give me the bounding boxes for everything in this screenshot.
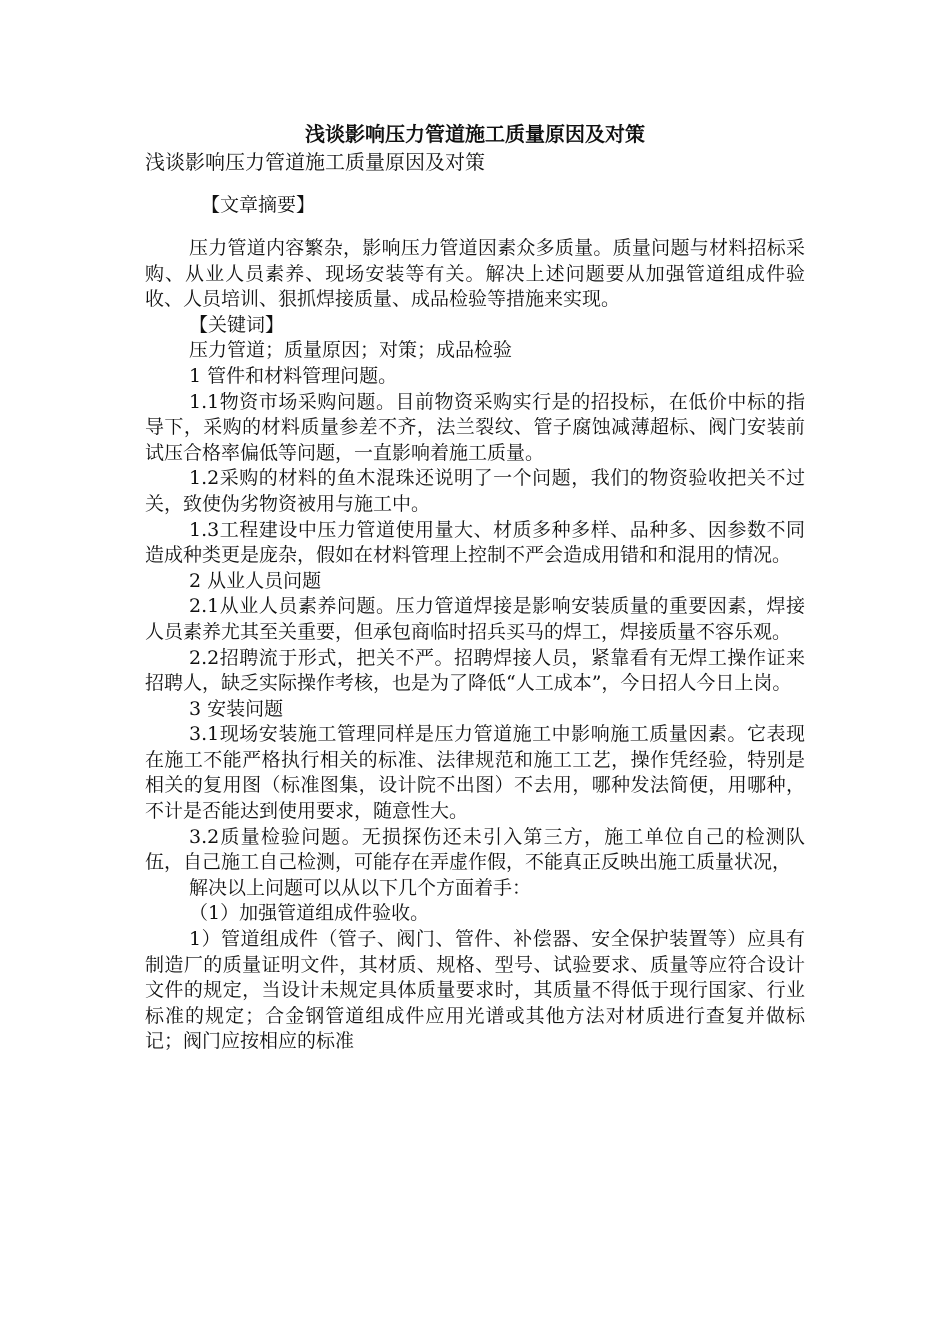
paragraph: 1.3工程建设中压力管道使用量大、材质多种多样、品种多、因参数不同造成种类更是庞杂，假如在材料管理上控制不严会造成用错和和混用的情况。 — [145, 518, 805, 567]
paragraph: 压力管道内容繁杂，影响压力管道因素众多质量。质量问题与材料招标采购、从业人员素养、现场安装等有关。解决上述问题要从加强管道组成件验收、人员培训、狠抓焊接质量、成品检验等措施来实现。 — [145, 237, 805, 311]
paragraph: 1.1物资市场采购问题。目前物资采购实行是的招投标，在低价中标的指导下，采购的材料质量参差不齐，法兰裂纹、管子腐蚀减薄超标、阀门安装前试压合格率偏低等问题，一直影响着施工质量。 — [145, 390, 805, 464]
paragraph: 3.2质量检验问题。无损探伤还未引入第三方，施工单位自己的检测队伍，自己施工自己检测，可能存在弄虚作假，不能真正反映出施工质量状况， — [145, 825, 805, 874]
document-title: 浅谈影响压力管道施工质量原因及对策 — [305, 122, 645, 146]
paragraph: （1）加强管道组成件验收。 — [189, 902, 430, 925]
keywords-label: 【关键词】 — [189, 313, 285, 336]
paragraph: 1）管道组成件（管子、阀门、管件、补偿器、安全保护装置等）应具有制造厂的质量证明文件，其材质、规格、型号、试验要求、质量等应符合设计文件的规定，当设计未规定具体质量要求时，其质量不得低于现行国家、行业标准的规定；合金钢管道组成件应用光谱或其他方法对材质进行查复并做标记；阀门应按相应的标准 — [145, 928, 805, 1053]
paragraph: 解决以上问题可以从以下几个方面着手： — [189, 876, 532, 899]
section-heading: 2 从业人员问题 — [189, 569, 322, 592]
section-heading: 3 安装问题 — [189, 697, 284, 720]
paragraph: 2.1从业人员素养问题。压力管道焊接是影响安装质量的重要因素，焊接人员素养尤其至关重要，但承包商临时招兵买马的焊工，焊接质量不容乐观。 — [145, 595, 805, 643]
paragraph: 3.1现场安装施工管理同样是压力管道施工中影响施工质量因素。它表现在施工不能严格执行相关的标准、法律规范和施工工艺，操作凭经验，特别是相关的复用图（标准图集，设计院不出图）不去用，哪种发法简便，用哪种，不计是否能达到使用要求，随意性大。 — [145, 723, 805, 823]
paragraph: 1.2采购的材料的鱼木混珠还说明了一个问题，我们的物资验收把关不过关，致使伪劣物资被用与施工中。 — [145, 467, 805, 515]
document-page — [145, 120, 805, 1055]
paragraph: 2.2招聘流于形式，把关不严。招聘焊接人员，紧靠看有无焊工操作证来招聘人，缺乏实际操作考核，也是为了降低“人工成本”，今日招人今日上岗。 — [145, 646, 805, 695]
document-subtitle: 浅谈影响压力管道施工质量原因及对策 — [145, 150, 485, 174]
keywords: 压力管道；质量原因；对策；成品检验 — [189, 339, 513, 362]
section-heading: 1 管件和材料管理问题。 — [189, 364, 398, 387]
abstract-label: 【文章摘要】 — [201, 194, 316, 216]
